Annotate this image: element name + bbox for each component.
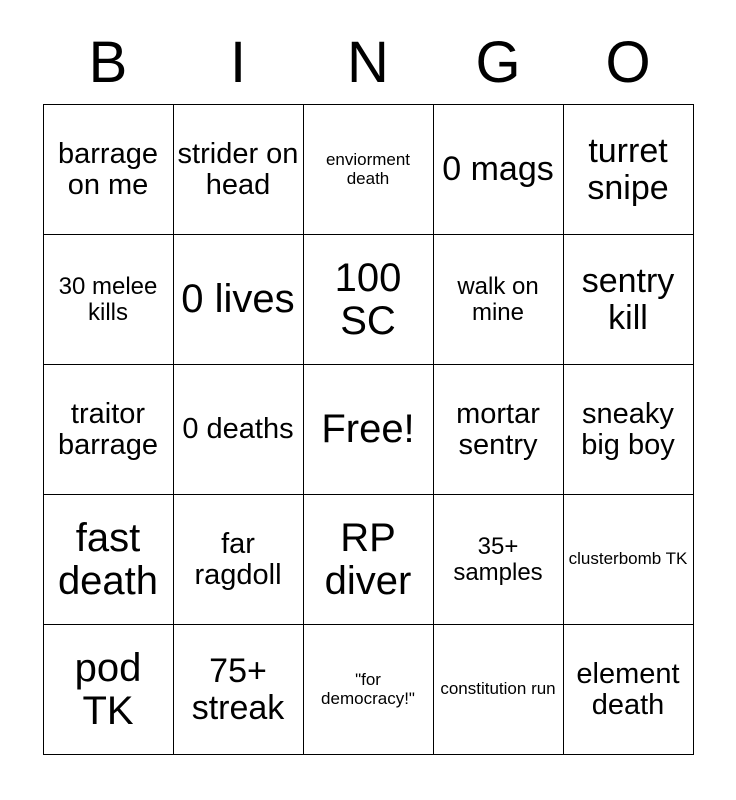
bingo-cell[interactable]: clusterbomb TK (563, 495, 693, 625)
bingo-cell[interactable]: sentry kill (563, 235, 693, 365)
bingo-row (43, 365, 693, 495)
bingo-cell[interactable]: "for democracy!" (303, 625, 433, 755)
bingo-grid (43, 104, 694, 755)
header-letter-b: B (88, 30, 128, 95)
bingo-cell[interactable]: fast death (43, 495, 173, 625)
bingo-header (43, 0, 693, 94)
bingo-cell[interactable]: 100 SC (303, 235, 433, 365)
bingo-cell[interactable]: element death (563, 625, 693, 755)
bingo-row (43, 105, 693, 235)
bingo-cell[interactable]: 0 mags (433, 105, 563, 235)
bingo-row (43, 495, 693, 625)
bingo-cell[interactable]: sneaky big boy (563, 365, 693, 495)
bingo-cell[interactable]: constitution run (433, 625, 563, 755)
bingo-cell[interactable]: barrage on me (43, 105, 173, 235)
header-letter-o: O (605, 30, 651, 95)
bingo-cell[interactable]: 0 lives (173, 235, 303, 365)
header-letter-n: N (347, 30, 389, 95)
bingo-cell[interactable]: enviorment death (303, 105, 433, 235)
bingo-cell[interactable]: far ragdoll (173, 495, 303, 625)
header-letter-i: I (229, 30, 247, 95)
bingo-cell[interactable]: 35+ samples (433, 495, 563, 625)
bingo-cell[interactable]: 0 deaths (173, 365, 303, 495)
bingo-cell[interactable]: traitor barrage (43, 365, 173, 495)
header-letter-g: G (475, 30, 521, 95)
bingo-row (43, 625, 693, 755)
bingo-cell[interactable]: walk on mine (433, 235, 563, 365)
bingo-row (43, 235, 693, 365)
bingo-cell[interactable]: pod TK (43, 625, 173, 755)
bingo-cell-free[interactable]: Free! (303, 365, 433, 495)
bingo-cell[interactable]: 30 melee kills (43, 235, 173, 365)
bingo-cell[interactable]: 75+ streak (173, 625, 303, 755)
bingo-cell[interactable]: mortar sentry (433, 365, 563, 495)
bingo-cell[interactable]: strider on head (173, 105, 303, 235)
bingo-cell[interactable]: RP diver (303, 495, 433, 625)
bingo-cell[interactable]: turret snipe (563, 105, 693, 235)
